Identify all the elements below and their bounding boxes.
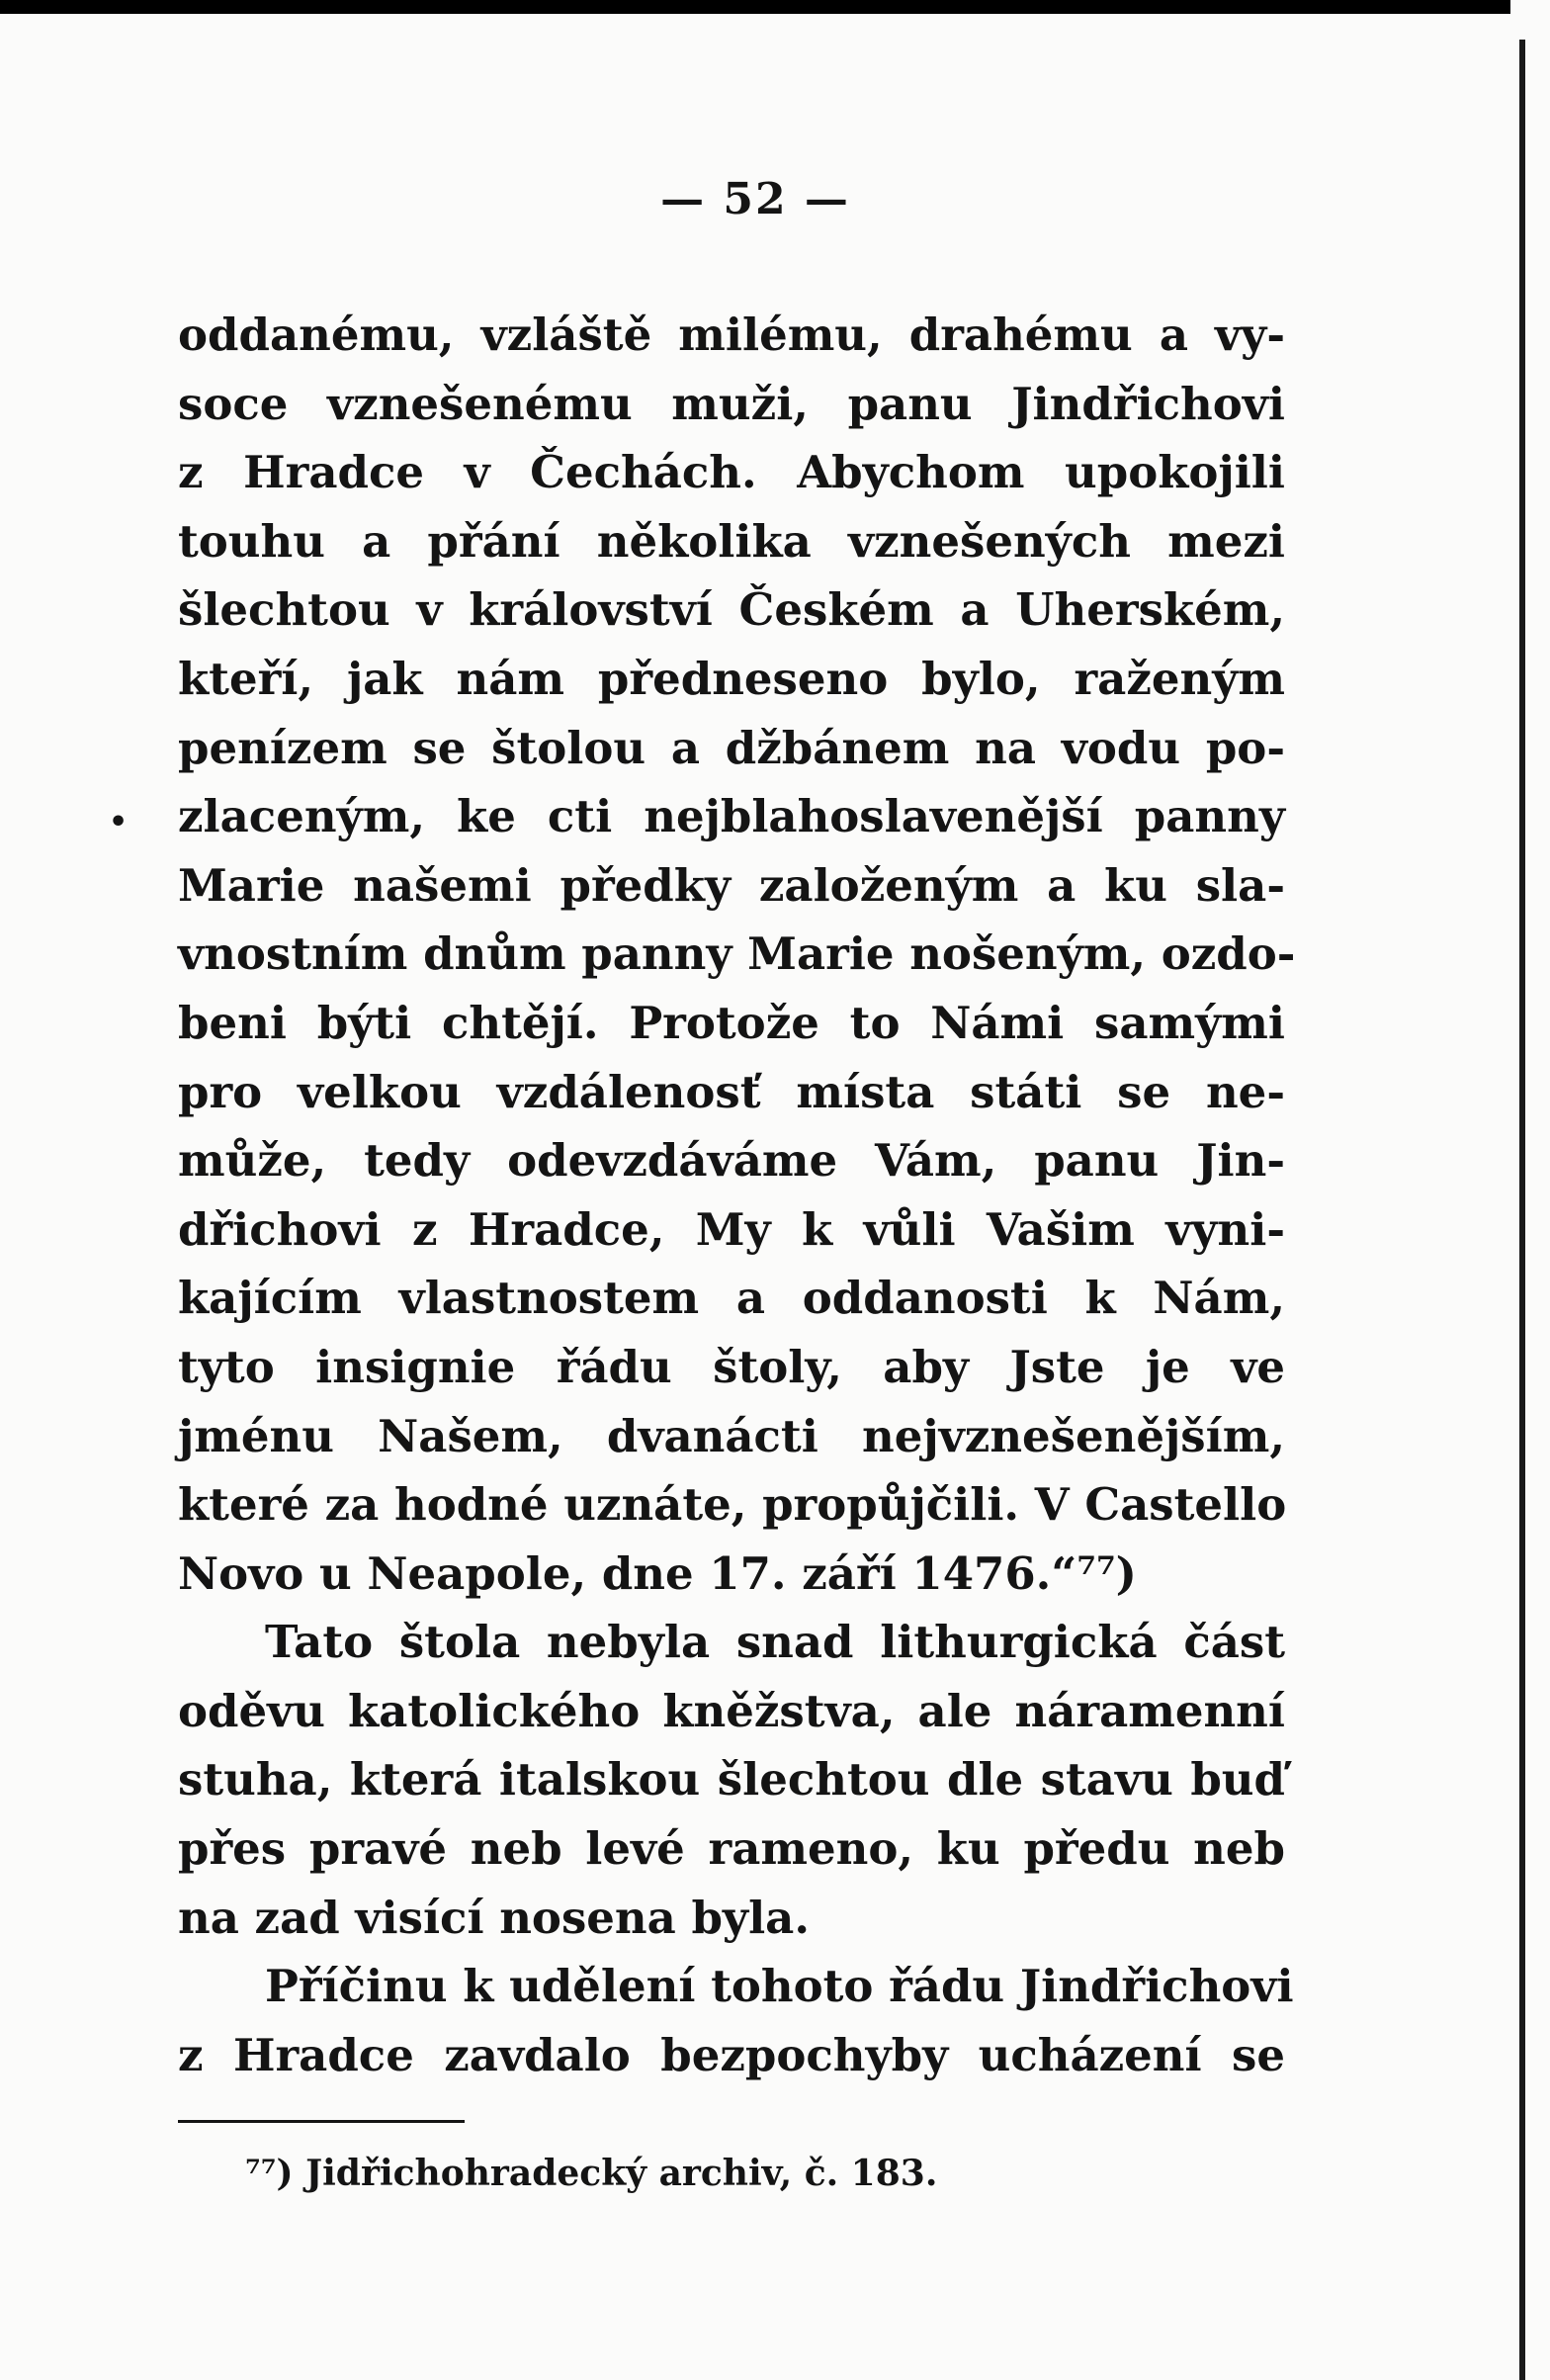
text-line: z Hradce zavdalo bezpochyby ucházení se bbox=[178, 2028, 1285, 2081]
text-line: oddanému, vzláště milému, drahému a vy- bbox=[178, 309, 1285, 361]
text-line: zlaceným, ke cti nejblahoslavenější panny bbox=[178, 790, 1285, 843]
text-line: z Hradce v Čechách. Abychom upokojili bbox=[178, 446, 1285, 499]
text-line: stuha, která italskou šlechtou dle stavu buď bbox=[178, 1753, 1285, 1807]
text-line: na zad visící nosena byla. bbox=[178, 1891, 810, 1944]
text-line: oděvu katolického kněžstva, ale náramenní bbox=[178, 1684, 1285, 1737]
text-line: vnostním dnům panny Marie nošeným, ozdo- bbox=[178, 927, 1296, 981]
text-line: soce vznešenému muži, panu Jindřichovi bbox=[178, 377, 1285, 430]
text-line: přes pravé neb levé rameno, ku předu neb bbox=[178, 1822, 1285, 1876]
text-line: může, tedy odevzdáváme Vám, panu Jin- bbox=[178, 1134, 1285, 1188]
text-line: Marie našemi předky založeným a ku sla- bbox=[178, 858, 1285, 912]
page-number: — 52 — bbox=[660, 174, 850, 224]
body-text bbox=[178, 301, 1296, 2089]
text-line: pro velkou vzdálenosť místa státi se ne- bbox=[178, 1065, 1285, 1118]
text-line: touhu a přání několika vznešených mezi bbox=[178, 514, 1285, 568]
footnote: ⁷⁷) Jidřichohradecký archiv, č. 183. bbox=[245, 2153, 938, 2194]
book-page bbox=[0, 14, 1510, 2380]
text-line: dřichovi z Hradce, My k vůli Vašim vyni- bbox=[178, 1202, 1285, 1256]
text-line: jménu Našem, dvanácti nejvznešenějším, bbox=[178, 1409, 1285, 1462]
page-edge-rule bbox=[1519, 40, 1525, 2380]
text-line: které za hodné uznáte, propůjčili. V Castello bbox=[178, 1478, 1287, 1532]
text-line: Novo u Neapole, dne 17. září 1476.“⁷⁷) bbox=[178, 1546, 1137, 1600]
text-line: tyto insignie řádu štoly, aby Jste je ve bbox=[178, 1340, 1285, 1393]
text-line: penízem se štolou a džbánem na vodu po- bbox=[178, 721, 1285, 774]
page-edge bbox=[1510, 0, 1550, 2380]
text-line: šlechtou v království Českém a Uherském, bbox=[178, 583, 1285, 637]
margin-mark: • bbox=[109, 805, 129, 839]
text-line: kteří, jak nám předneseno bylo, raženým bbox=[178, 652, 1285, 705]
text-line: Příčinu k udělení tohoto řádu Jindřichovi bbox=[265, 1960, 1294, 2013]
text-line: kajícím vlastnostem a oddanosti k Nám, bbox=[178, 1272, 1285, 1325]
text-line: beni býti chtějí. Protože to Námi samými bbox=[178, 996, 1285, 1049]
footnote-rule bbox=[178, 2120, 465, 2123]
text-line: Tato štola nebyla snad lithurgická část bbox=[265, 1616, 1285, 1669]
